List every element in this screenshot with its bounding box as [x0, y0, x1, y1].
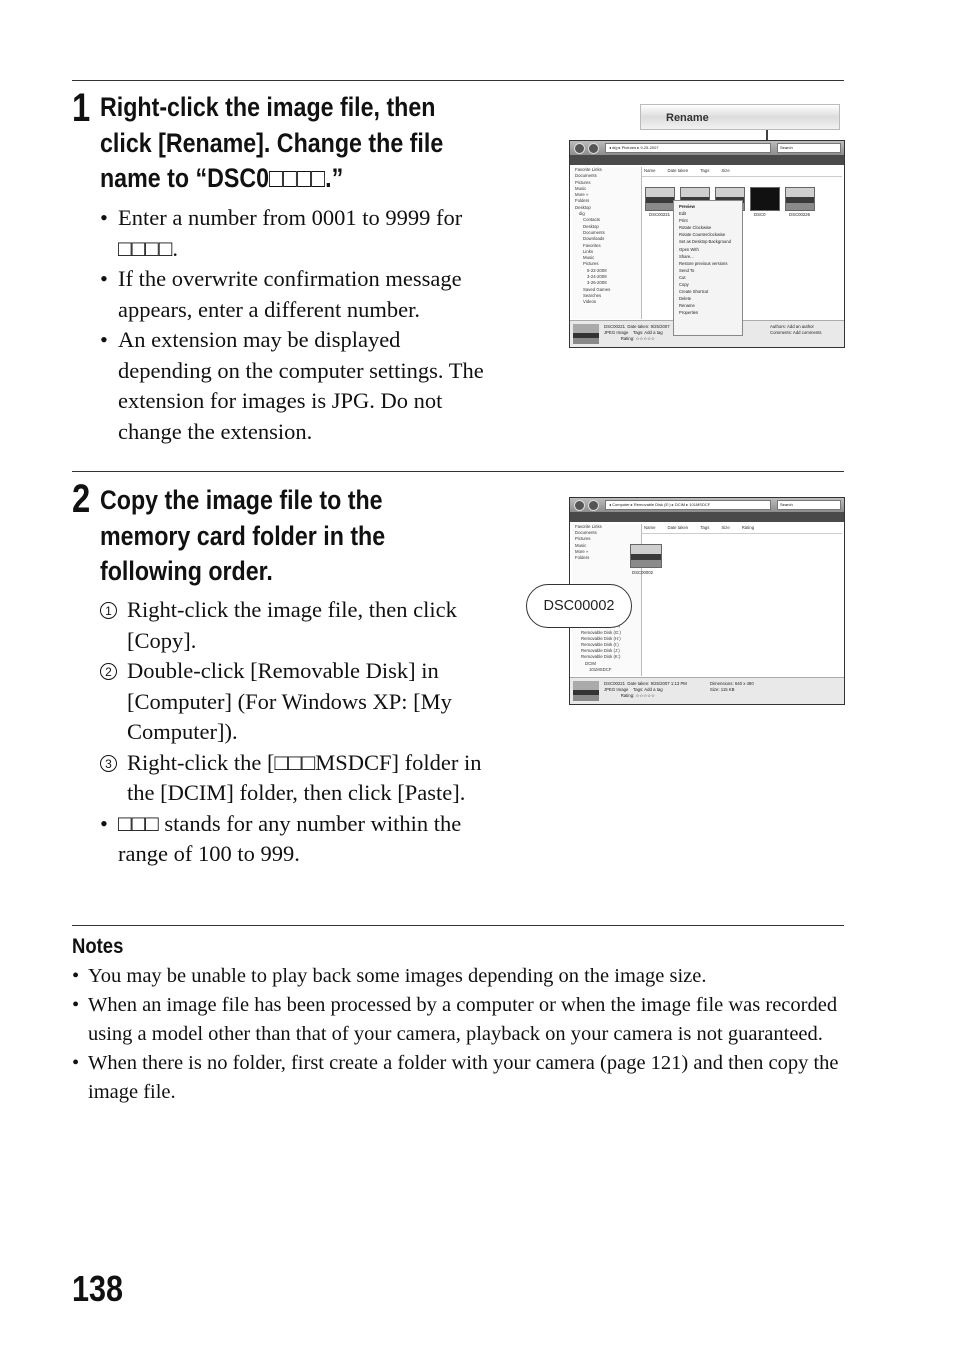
nav-item: 5-22-2008: [587, 267, 607, 273]
nav-item: More »: [575, 192, 589, 198]
note-item: • You may be unable to play back some images depending on the image size.: [72, 962, 844, 991]
nav-item: Music: [583, 255, 595, 261]
menu-item: Print: [679, 218, 688, 224]
nav-item: Favorite Links: [575, 167, 602, 172]
step-1-number: 1: [72, 86, 91, 130]
forward-icon: [588, 500, 599, 511]
top-rule: [72, 80, 844, 81]
details-pane: [570, 677, 844, 704]
column-header: Name: [644, 168, 656, 173]
column-header: Name: [644, 525, 656, 530]
column-headers: [640, 168, 842, 177]
column-header: Date taken: [667, 525, 689, 530]
details-text: DSC00221 Date taken: 9/25/2007 1:13 PM JPEG Image Tags: Add a tag Rating: ☆☆☆☆☆: [604, 681, 687, 698]
menu-item-rename: Rename: [679, 303, 695, 309]
image-thumbnail: [750, 187, 780, 211]
step-1-heading: Right-click the image file, then click [Rename]. Change the file name to “DSC0□□□□.”: [100, 92, 444, 193]
menu-item: Rotate Counterclockwise: [679, 232, 726, 238]
search-box: Search: [777, 500, 841, 510]
details-thumbnail: [573, 324, 599, 344]
nav-item: 3-24-2008: [587, 274, 607, 280]
back-icon: [574, 500, 585, 511]
note-item: • When there is no folder, first create a folder with your camera (page 121) and then copy the image file.: [72, 1049, 844, 1107]
nav-item: Pictures: [583, 261, 599, 267]
menu-item: Share...: [679, 253, 694, 259]
step-2-substeps: [100, 595, 500, 870]
menu-item: Properties: [679, 310, 699, 316]
circled-number-2: 2: [100, 663, 117, 680]
menu-item: Preview: [679, 204, 695, 209]
nav-item: Removable Disk (G:): [581, 629, 621, 635]
bullet-item: • An extension may be displayed depending on the computer settings. The extension for images is JPG. Do not change the extension.: [100, 325, 495, 447]
details-text-right: Authors: Add an author Comments: Add comments: [770, 324, 822, 335]
page-number: 138: [72, 1268, 124, 1309]
nav-item: Removable Disk (H:): [581, 635, 621, 641]
nav-item: Pictures: [575, 179, 591, 185]
address-bar: ◂ Computer ▸ Removable Disk (E:) ▸ DCIM ▸ 101MSDCF: [605, 500, 771, 510]
substep-text: Right-click the image file, then click [Copy].: [127, 597, 457, 653]
menu-item: Create Shortcut: [679, 289, 709, 295]
column-header: Size: [721, 525, 730, 530]
nav-item: Removable Disk (J:): [581, 648, 620, 654]
forward-icon: [588, 143, 599, 154]
step-1-bullets: [100, 203, 495, 447]
nav-item: dig: [579, 211, 585, 217]
nav-item: Desktop: [583, 223, 599, 229]
bullet-item: • If the overwrite confirmation message appears, enter a different number.: [100, 264, 495, 325]
nav-item: Folders: [575, 198, 590, 204]
nav-item: Links: [583, 248, 594, 254]
notes-rule: [72, 925, 844, 926]
back-icon: [574, 143, 585, 154]
nav-item: Folders: [575, 555, 590, 561]
nav-item: Documents: [583, 229, 605, 235]
substep-text: Right-click the [□□□MSDCF] folder in the [DCIM] folder, then click [Paste].: [127, 749, 482, 805]
nav-item: DCIM: [585, 660, 596, 666]
menu-item: Delete: [679, 296, 692, 302]
details-thumbnail: [573, 681, 599, 701]
note-item: • When an image file has been processed by a computer or when the image file was recorded using a model other than that of your camera, playback on your camera is not guaranteed.: [72, 991, 844, 1049]
filename-callout: DSC00002: [526, 584, 632, 628]
menu-item: Send To: [679, 267, 695, 273]
image-thumbnail: [630, 544, 662, 568]
menu-item: Restore previous versions: [679, 260, 728, 266]
thumbnail-label: DSC0: [754, 212, 766, 217]
nav-item: Downloads: [583, 236, 605, 242]
nav-item: More »: [575, 548, 589, 554]
address-bar: ◂ dig ▸ Pictures ▸ 9-25-2007: [605, 143, 771, 153]
menu-item: Set as Desktop Background: [679, 239, 731, 245]
search-box: Search: [777, 143, 841, 153]
details-text: DSC00221 Date taken: 9/25/2007 JPEG Image Tags: Add a tag Rating: ☆☆☆☆☆: [604, 324, 670, 341]
nav-item: Removable Disk (K:): [581, 654, 621, 660]
nav-item: Desktop: [575, 204, 591, 210]
nav-item: Pictures: [575, 536, 591, 542]
command-bar: [570, 155, 844, 165]
circled-number-3: 3: [100, 755, 117, 772]
substep-2: [100, 656, 500, 748]
image-thumbnail: [785, 187, 815, 211]
nav-item: Music: [575, 185, 587, 191]
thumbnail-label: DSC00221: [649, 212, 671, 217]
menu-item: Rotate Clockwise: [679, 225, 712, 231]
menu-item: Copy: [679, 282, 689, 288]
menu-item: Cut: [679, 274, 686, 280]
column-header: Rating: [741, 525, 755, 530]
column-header: Date taken: [667, 168, 689, 173]
command-bar: [570, 512, 844, 522]
substep-text: Double-click [Removable Disk] in [Computer] (For Windows XP: [My Computer]).: [127, 658, 452, 744]
nav-item: Favorite Links: [575, 524, 602, 529]
navigation-pane: [572, 167, 642, 319]
menu-item: Edit: [679, 211, 687, 217]
step-2-number: 2: [72, 477, 91, 521]
circled-number-1: 1: [100, 602, 117, 619]
nav-item: Documents: [575, 530, 597, 536]
nav-item: 3-26-2008: [587, 280, 607, 286]
nav-item: Removable Disk (I:): [581, 642, 619, 648]
nav-item: Searches: [583, 292, 602, 298]
section-rule: [72, 471, 844, 472]
nav-item: Documents: [575, 173, 597, 179]
nav-item: Saved Games: [583, 286, 611, 292]
notes-title: Notes: [72, 935, 124, 958]
rename-zoom: Rename: [640, 104, 840, 130]
nav-item: Videos: [583, 299, 597, 305]
step-2-heading: Copy the image file to the memory card folder in the following order.: [100, 485, 386, 586]
substep-1: [100, 595, 500, 656]
nav-item: 101MSDCF: [589, 666, 612, 672]
nav-item: Contacts: [583, 217, 600, 223]
bullet-item: • □□□ stands for any number within the range of 100 to 999.: [100, 809, 500, 870]
column-header: Size: [721, 168, 730, 173]
nav-item: Favorites: [583, 242, 601, 248]
column-header: Tags: [700, 168, 710, 173]
thumbnail-label: DSC00226: [789, 212, 811, 217]
thumbnail-label: DSC00002: [632, 570, 654, 575]
substep-3: [100, 748, 500, 809]
details-text-right: Dimensions: 640 x 480 Size: 115 KB: [710, 681, 754, 692]
bullet-item: • Enter a number from 0001 to 9999 for □□□□.: [100, 203, 495, 264]
column-headers: [640, 525, 842, 534]
notes-list: [72, 962, 844, 1107]
image-thumbnail: [645, 187, 675, 211]
context-menu: [673, 200, 743, 336]
nav-item: Music: [575, 542, 587, 548]
column-header: Tags: [700, 525, 710, 530]
menu-item: Open With: [679, 246, 699, 252]
